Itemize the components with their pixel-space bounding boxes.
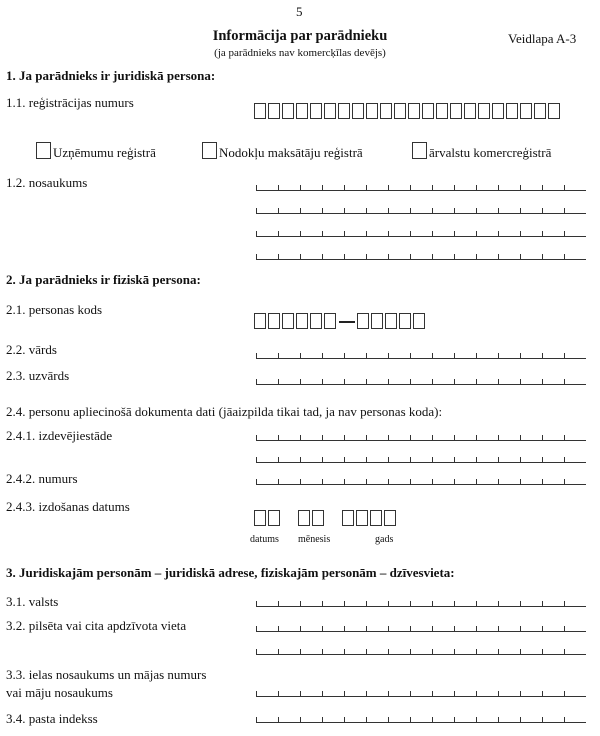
checkbox-enterprise-register[interactable] xyxy=(36,142,156,161)
form-subtitle: (ja parādnieks nav komercķīlas devējs) xyxy=(214,47,386,59)
date-year-caption: gads xyxy=(375,534,394,545)
checkbox-label: ārvalstu komercreģistrā xyxy=(429,145,552,160)
reg-number-field[interactable] xyxy=(254,103,562,119)
issue-date-field[interactable] xyxy=(254,510,398,526)
id-doc-label: 2.4. personu apliecinošā dokumenta dati (jāaizpilda tikai tad, ja nav personas koda): xyxy=(6,404,443,419)
date-day-caption: datums xyxy=(250,534,279,545)
checkbox-box[interactable] xyxy=(202,142,217,159)
city-line-2[interactable] xyxy=(256,646,586,655)
personal-code-field[interactable] xyxy=(254,313,427,329)
reg-number-label: 1.1. reģistrācijas numurs xyxy=(6,95,134,110)
first-name-line[interactable] xyxy=(256,350,586,359)
section-3-heading: 3. Juridiskajām personām – juridiskā adrese, fiziskajām personām – dzīvesvieta: xyxy=(6,565,455,580)
issue-date-label: 2.4.3. izdošanas datums xyxy=(6,499,130,514)
dash-separator xyxy=(339,321,355,323)
issuer-label: 2.4.1. izdevējiestāde xyxy=(6,428,113,443)
checkbox-foreign-register[interactable] xyxy=(412,142,551,161)
postcode-line[interactable] xyxy=(256,714,586,723)
last-name-label: 2.3. uzvārds xyxy=(6,368,70,383)
postcode-label: 3.4. pasta indekss xyxy=(6,711,98,726)
country-label: 3.1. valsts xyxy=(6,594,59,609)
issuer-line-1[interactable] xyxy=(256,432,586,441)
doc-number-line[interactable] xyxy=(256,476,586,485)
checkbox-label: Uzņēmumu reģistrā xyxy=(53,145,156,160)
form-code: Veidlapa A-3 xyxy=(508,31,577,46)
section-1-heading: 1. Ja parādnieks ir juridiskā persona: xyxy=(6,68,216,83)
street-line[interactable] xyxy=(256,688,586,697)
name-line-1[interactable] xyxy=(256,182,586,191)
country-line[interactable] xyxy=(256,598,586,607)
street-label-line-2: vai māju nosaukums xyxy=(6,685,113,700)
name-line-3[interactable] xyxy=(256,228,586,237)
name-line-4[interactable] xyxy=(256,251,586,260)
name-label: 1.2. nosaukums xyxy=(6,175,88,190)
form-title: Informācija par parādnieku xyxy=(212,28,388,44)
checkbox-box[interactable] xyxy=(412,142,427,159)
checkbox-taxpayer-register[interactable] xyxy=(202,142,363,161)
first-name-label: 2.2. vārds xyxy=(6,342,57,357)
page-number: 5 xyxy=(296,4,303,19)
personal-code-label: 2.1. personas kods xyxy=(6,302,103,317)
name-line-2[interactable] xyxy=(256,205,586,214)
city-line-1[interactable] xyxy=(256,623,586,632)
section-2-heading: 2. Ja parādnieks ir fiziskā persona: xyxy=(6,272,201,287)
issuer-line-2[interactable] xyxy=(256,454,586,463)
date-month-caption: mēnesis xyxy=(298,534,331,545)
doc-number-label: 2.4.2. numurs xyxy=(6,471,78,486)
last-name-line[interactable] xyxy=(256,376,586,385)
street-label-line-1: 3.3. ielas nosaukums un mājas numurs xyxy=(6,667,207,682)
checkbox-label: Nodokļu maksātāju reģistrā xyxy=(219,145,363,160)
checkbox-box[interactable] xyxy=(36,142,51,159)
city-label: 3.2. pilsēta vai cita apdzīvota vieta xyxy=(6,618,187,633)
